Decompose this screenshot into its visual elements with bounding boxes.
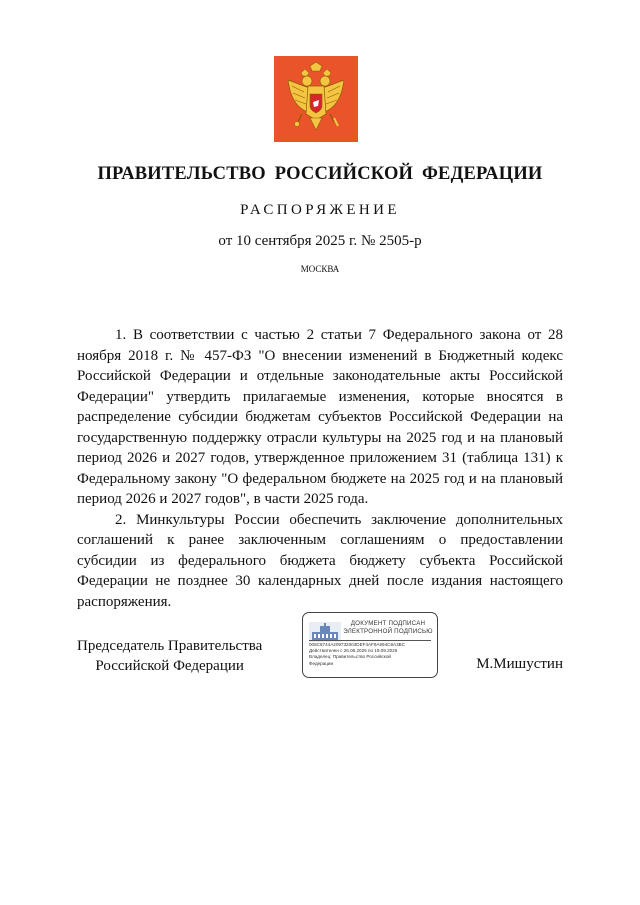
stamp-divider: [309, 640, 431, 641]
stamp-title: [341, 620, 435, 635]
government-title: ПРАВИТЕЛЬСТВО РОССИЙСКОЙ ФЕДЕРАЦИИ: [97, 164, 543, 184]
paragraph-1: 1. В соответствии с частью 2 статьи 7 Федерального закона от 28 ноября 2018 г. № 457-ФЗ "О внесении изменений в Бюджетный кодекс Российской Федерации и отдельные законодательные акты Российской Федерации" утвердить прилагаемые изменения, которые вносятся в распределение субсидии бюджетам субъектов Российской Федерации на государственную поддержку отрасли культуры на 2025 год и на плановый период 2026 и 2027 годов, утвержденное приложением 31 (таблица 131) к Федеральному закону "О федеральном бюджете на 2025 год и на плановый период 2026 и 2027 годов", в части 2025 года.: [77, 327, 563, 507]
double-headed-eagle-icon: [274, 56, 358, 142]
stamp-title-line-1: ДОКУМЕНТ ПОДПИСАН: [350, 620, 426, 627]
signer-position: [77, 636, 262, 676]
document-body: [77, 325, 563, 612]
signer-position-line-2: Российской Федерации: [95, 658, 244, 674]
electronic-signature-stamp: [302, 612, 438, 678]
coat-of-arms-emblem: [274, 56, 358, 142]
document-city: МОСКВА: [300, 264, 340, 274]
stamp-validity: Действителен с 26.06.2025 по 19.09.2026: [309, 648, 398, 654]
document-date-number: от 10 сентября 2025 г. № 2505-р: [218, 233, 422, 249]
stamp-owner-line-1: Владелец: Правительство Российской: [309, 654, 391, 660]
stamp-owner-line-2: Федерации: [309, 660, 334, 666]
signer-name: М.Мишустин: [476, 656, 563, 672]
document-type: РАСПОРЯЖЕНИЕ: [240, 202, 400, 218]
government-building-icon: [309, 622, 341, 642]
stamp-certificate: 008C8744A209732003DEF4AF9A694C8A3BC: [309, 642, 406, 647]
paragraph-2: 2. Минкультуры России обеспечить заключение дополнительных соглашений к ранее заключенным соглашениям о предоставлении субсидии из федерального бюджета бюджету субъекта Российской Федерации не позднее 30 календарных дней после издания настоящего распоряжения.: [77, 511, 563, 610]
stamp-details: [309, 642, 435, 667]
stamp-title-line-2: ЭЛЕКТРОННОЙ ПОДПИСЬЮ: [343, 627, 433, 635]
signer-position-line-1: Председатель Правительства: [77, 638, 263, 654]
